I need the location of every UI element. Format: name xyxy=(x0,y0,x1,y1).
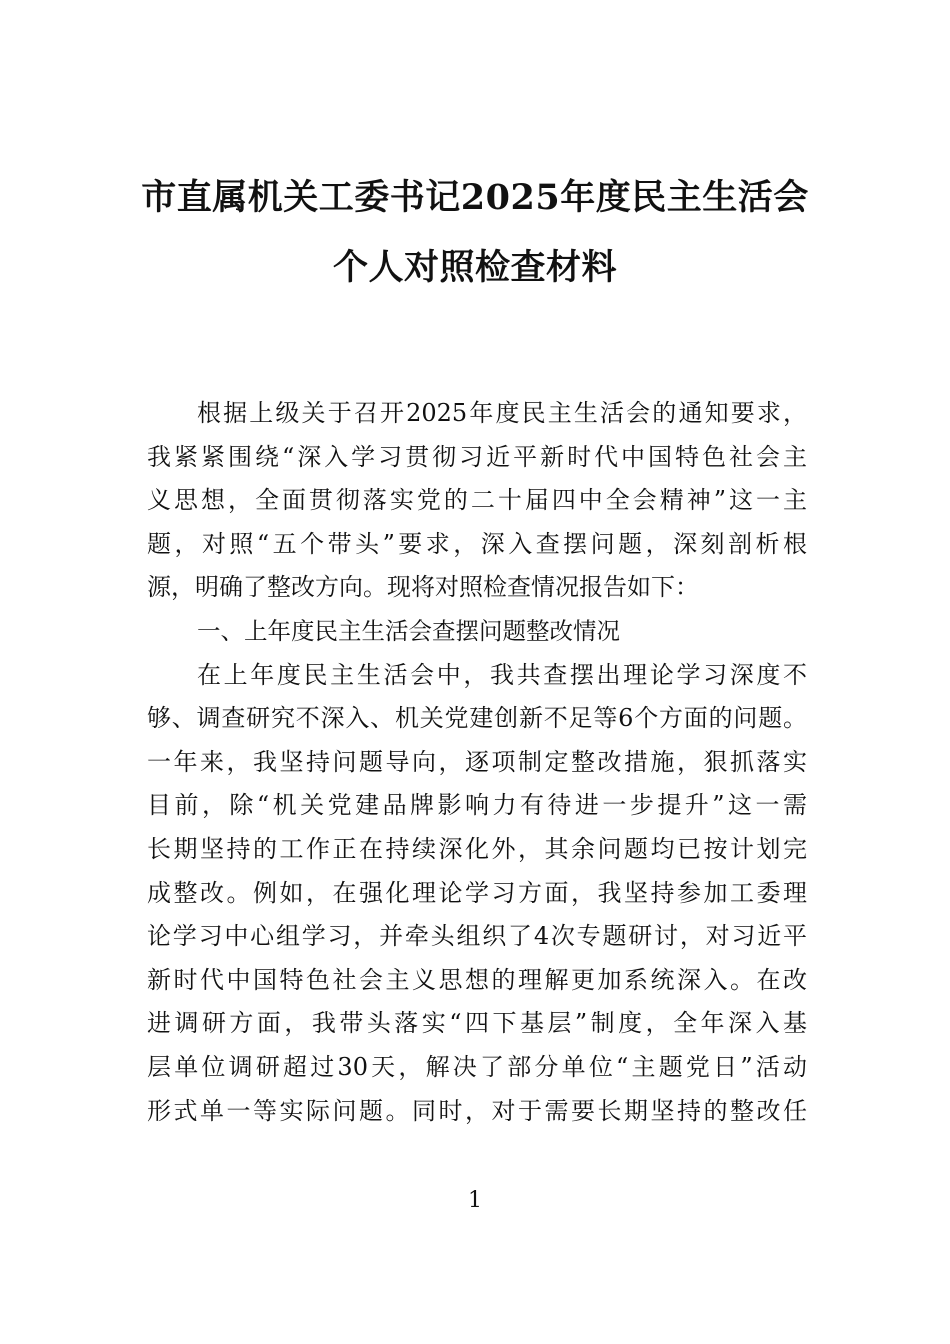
section-line: 目前，除“机关党建品牌影响力有待进一步提升”这一需 xyxy=(147,791,807,820)
page-number: 1 xyxy=(468,1188,482,1213)
section-line: 在上年度民主生活会中，我共查摆出理论学习深度不 xyxy=(197,660,807,689)
section-line: 层单位调研超过30天，解决了部分单位“主题党日”活动 xyxy=(147,1052,807,1081)
section-line: 成整改。例如，在强化理论学习方面，我坚持参加工委理 xyxy=(147,878,807,907)
section-line: 论学习中心组学习，并牵头组织了4次专题研讨，对习近平 xyxy=(147,922,807,951)
section-line: 新时代中国特色社会主义思想的理解更加系统深入。在改 xyxy=(147,965,807,994)
section-line: 够、调查研究不深入、机关党建创新不足等6个方面的问题。 xyxy=(147,704,807,733)
intro-line: 源，明确了整改方向。现将对照检查情况报告如下： xyxy=(147,573,699,602)
section-line: 进调研方面，我带头落实“四下基层”制度，全年深入基 xyxy=(147,1009,807,1038)
section-heading: 一、上年度民主生活会查摆问题整改情况 xyxy=(197,616,620,645)
document-title-line-2: 个人对照检查材料 xyxy=(332,247,617,288)
intro-line: 题，对照“五个带头”要求，深入查摆问题，深刻剖析根 xyxy=(147,529,807,558)
intro-line: 我紧紧围绕“深入学习贯彻习近平新时代中国特色社会主 xyxy=(147,442,807,471)
intro-line: 根据上级关于召开2025年度民主生活会的通知要求， xyxy=(197,399,807,427)
document-title-line-1: 市直属机关工委书记2025年度民主生活会 xyxy=(141,177,809,218)
section-line: 形式单一等实际问题。同时，对于需要长期坚持的整改任 xyxy=(147,1096,807,1125)
intro-line: 义思想，全面贯彻落实党的二十届四中全会精神”这一主 xyxy=(147,486,807,515)
section-line: 长期坚持的工作正在持续深化外，其余问题均已按计划完 xyxy=(147,834,807,863)
document-body xyxy=(147,392,807,1133)
section-line: 一年来，我坚持问题导向，逐项制定整改措施，狠抓落实 xyxy=(147,747,807,776)
